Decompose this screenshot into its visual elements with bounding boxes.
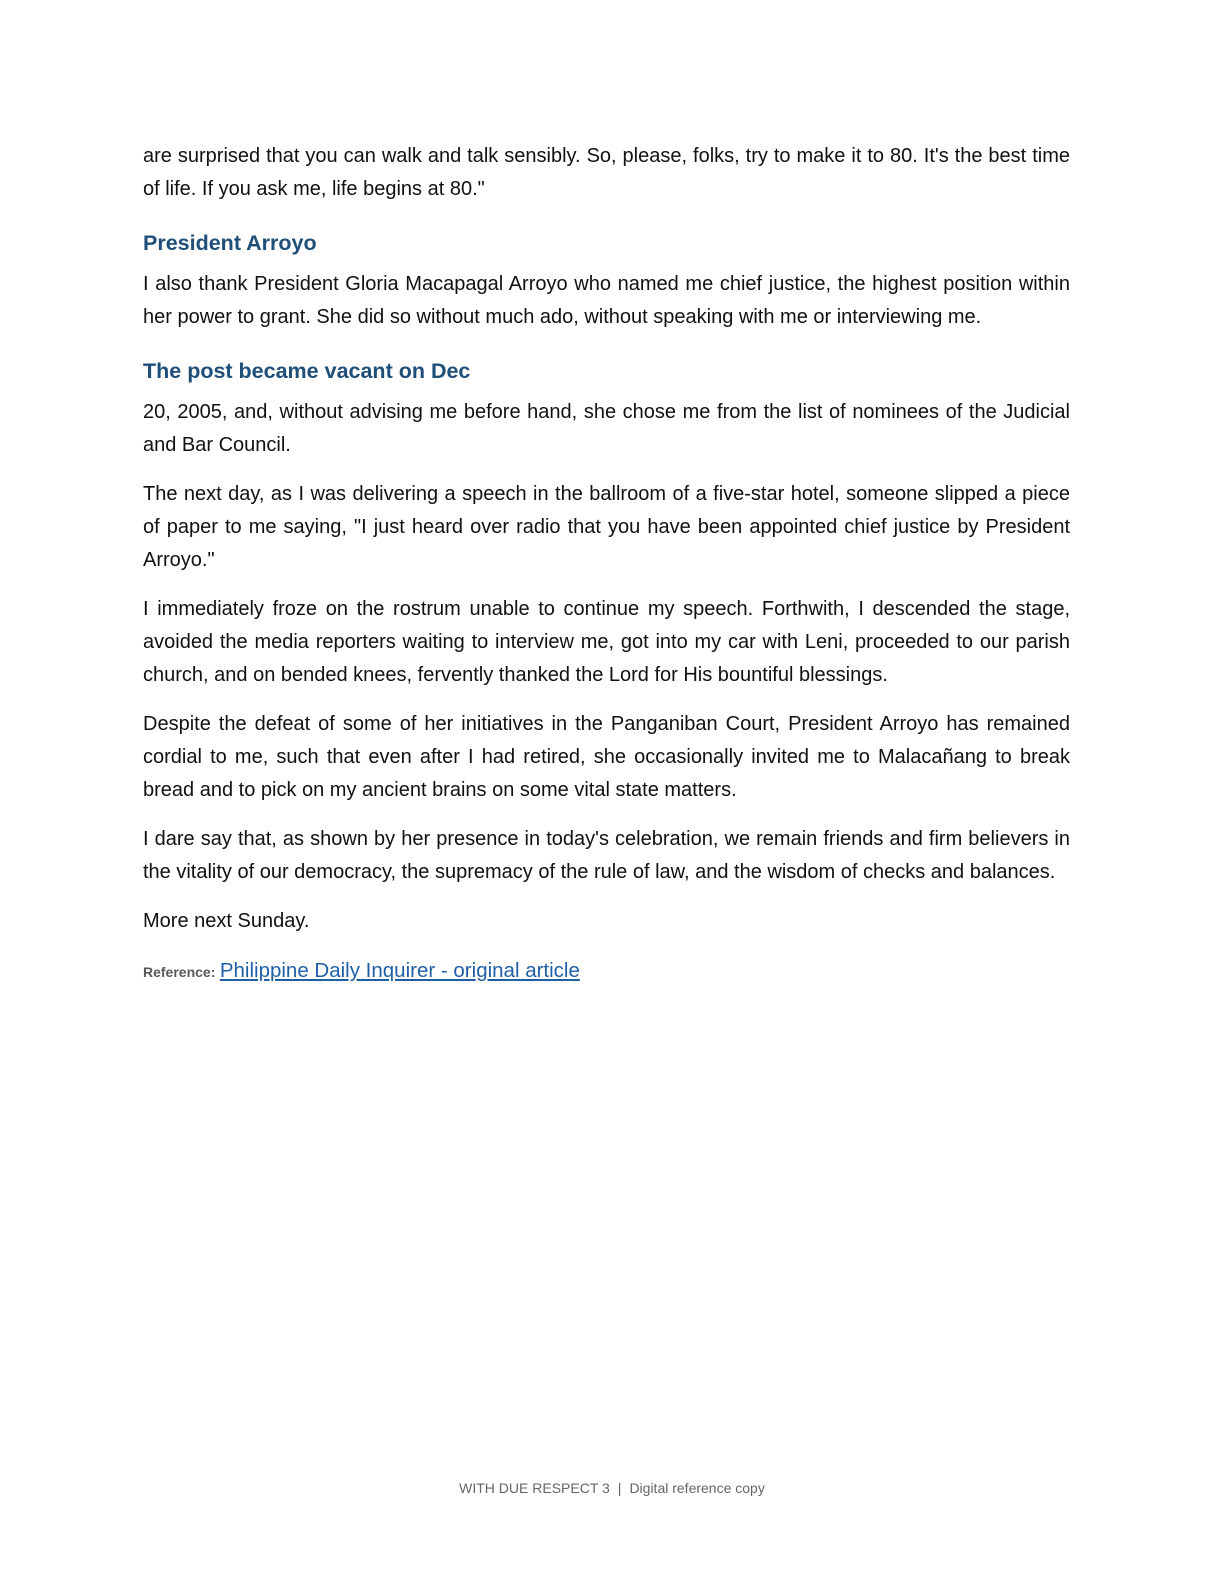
footer-title: WITH DUE RESPECT 3 bbox=[459, 1480, 610, 1496]
body-paragraph: I also thank President Gloria Macapagal Arroyo who named me chief justice, the highest position within her power to grant. She did so without much ado, without speaking with me or interviewing me. bbox=[143, 273, 1070, 328]
document-body bbox=[143, 140, 1070, 988]
body-paragraph: The next day, as I was delivering a speech in the ballroom of a five-star hotel, someone slipped a piece of paper to me saying, "I just heard over radio that you have been appointed chief justice by President Arroyo." bbox=[143, 483, 1070, 571]
body-paragraph: I immediately froze on the rostrum unable to continue my speech. Forthwith, I descended the stage, avoided the media reporters waiting to interview me, got into my car with Leni, proceeded to our parish church, and on bended knees, fervently thanked the Lord for His bountiful blessings. bbox=[143, 598, 1070, 686]
reference-label: Reference: bbox=[143, 964, 216, 980]
body-paragraph: I dare say that, as shown by her presence in today's celebration, we remain friends and firm believers in the vitality of our democracy, the supremacy of the rule of law, and the wisdom of checks and balances. bbox=[143, 828, 1070, 883]
page-footer bbox=[0, 1478, 1224, 1498]
section-heading: President Arroyo bbox=[143, 231, 317, 255]
section-heading: The post became vacant on Dec bbox=[143, 359, 471, 383]
footer-separator: | bbox=[617, 1480, 622, 1496]
reference-line bbox=[143, 956, 1070, 988]
body-paragraph: are surprised that you can walk and talk sensibly. So, please, folks, try to make it to 80. It's the best time of life. If you ask me, life begins at 80." bbox=[143, 145, 1070, 200]
reference-link[interactable]: Philippine Daily Inquirer - original article bbox=[219, 959, 580, 982]
body-paragraph: 20, 2005, and, without advising me before hand, she chose me from the list of nominees of the Judicial and Bar Council. bbox=[143, 401, 1070, 456]
body-paragraph: Despite the defeat of some of her initiatives in the Panganiban Court, President Arroyo has remained cordial to me, such that even after I had retired, she occasionally invited me to Malacañang to break bread and to pick on my ancient brains on some vital state matters. bbox=[143, 713, 1070, 801]
footer-note: Digital reference copy bbox=[629, 1480, 765, 1496]
body-paragraph: More next Sunday. bbox=[143, 910, 310, 932]
